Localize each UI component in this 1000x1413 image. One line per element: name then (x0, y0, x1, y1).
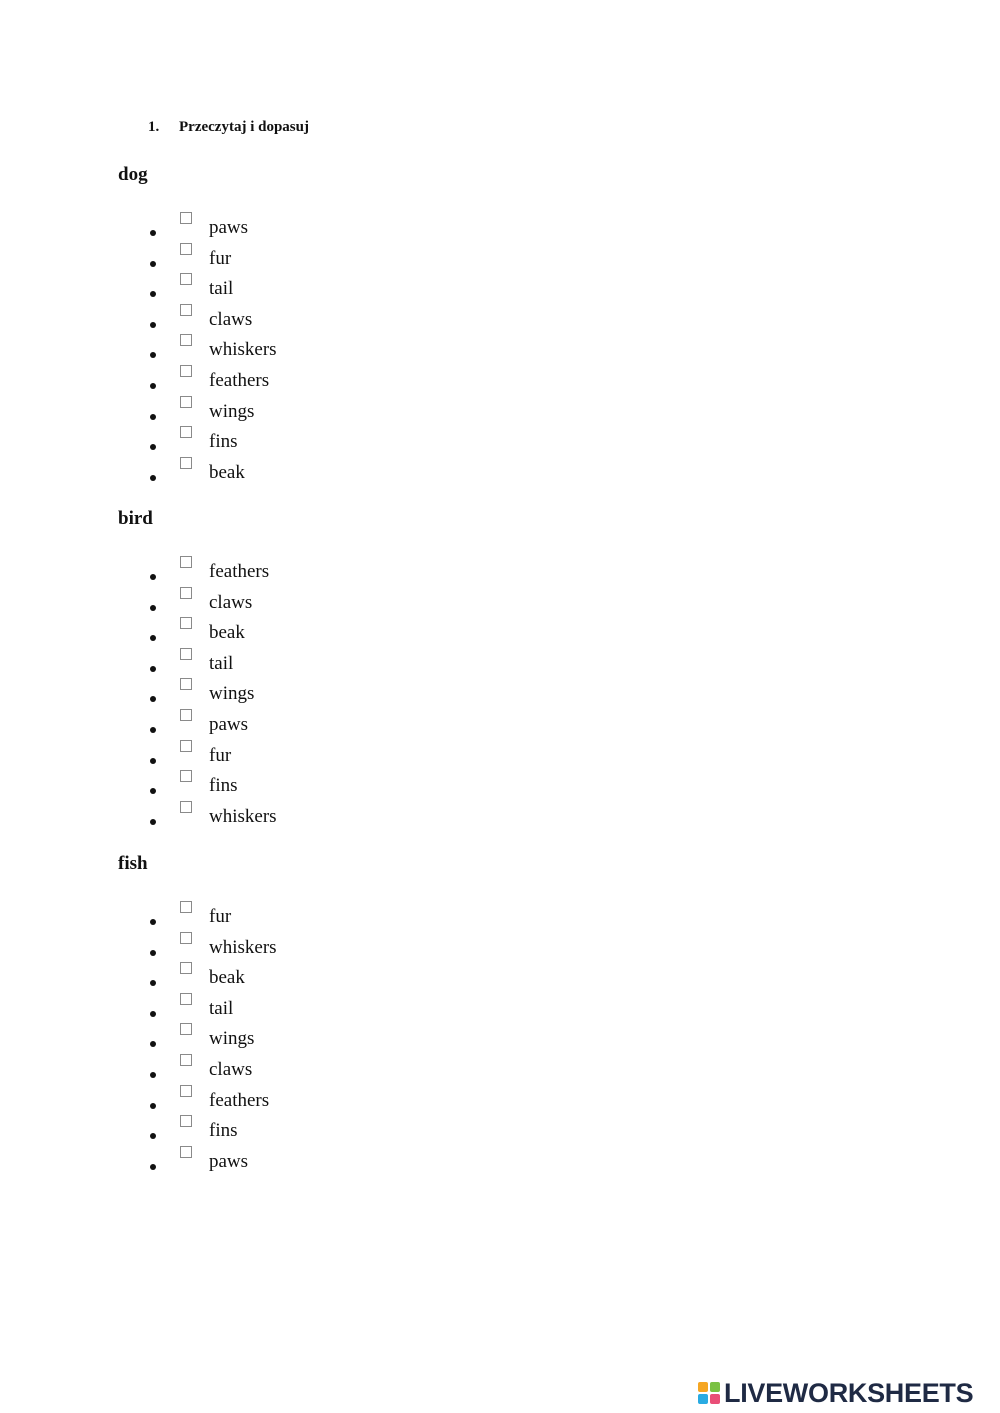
list-item (0, 370, 400, 401)
bullet-icon (150, 980, 156, 986)
option-label: fur (209, 744, 232, 766)
checkbox[interactable] (180, 740, 192, 752)
option-list-bird (0, 561, 400, 836)
bullet-icon (150, 444, 156, 450)
list-item (0, 714, 400, 745)
checkbox[interactable] (180, 617, 192, 629)
section-title-fish: fish (118, 853, 148, 874)
list-item (0, 401, 400, 432)
option-label: beak (209, 461, 245, 483)
option-label: feathers (209, 1089, 270, 1111)
bullet-icon (150, 291, 156, 297)
list-item (0, 339, 400, 370)
checkbox[interactable] (180, 587, 192, 599)
option-label: paws (209, 713, 249, 735)
bullet-icon (150, 1041, 156, 1047)
bullet-icon (150, 1133, 156, 1139)
checkbox[interactable] (180, 396, 192, 408)
section-title-bird: bird (118, 508, 153, 529)
option-label: beak (209, 967, 245, 989)
checkbox[interactable] (180, 304, 192, 316)
checkbox[interactable] (180, 801, 192, 813)
list-item (0, 906, 400, 937)
list-item (0, 1090, 400, 1121)
option-label: feathers (209, 369, 270, 391)
option-label: wings (209, 683, 255, 705)
bullet-icon (150, 1164, 156, 1170)
checkbox[interactable] (180, 556, 192, 568)
option-label: feathers (209, 561, 270, 582)
checkbox[interactable] (180, 901, 192, 913)
bullet-icon (150, 635, 156, 641)
checkbox[interactable] (180, 1115, 192, 1127)
list-item (0, 937, 400, 968)
checkbox[interactable] (180, 1146, 192, 1158)
list-item (0, 1151, 400, 1182)
option-label: fur (209, 906, 232, 927)
checkbox[interactable] (180, 243, 192, 255)
checkbox[interactable] (180, 273, 192, 285)
list-item (0, 462, 400, 493)
checkbox[interactable] (180, 678, 192, 690)
bullet-icon (150, 727, 156, 733)
list-item (0, 1059, 400, 1090)
bullet-icon (150, 574, 156, 580)
bullet-icon (150, 414, 156, 420)
option-label: whiskers (209, 339, 277, 361)
option-label: claws (209, 1058, 253, 1080)
logo-square-3 (698, 1394, 708, 1404)
bullet-icon (150, 950, 156, 956)
checkbox[interactable] (180, 709, 192, 721)
bullet-icon (150, 1072, 156, 1078)
list-item (0, 1120, 400, 1151)
list-item (0, 745, 400, 776)
option-label: paws (209, 1150, 249, 1172)
list-item (0, 806, 400, 837)
list-item (0, 622, 400, 653)
list-item (0, 309, 400, 340)
checkbox[interactable] (180, 648, 192, 660)
list-item (0, 561, 400, 592)
section-title-dog: dog (118, 164, 148, 185)
option-label: whiskers (209, 936, 277, 958)
logo-square-2 (710, 1382, 720, 1392)
bullet-icon (150, 696, 156, 702)
logo-square-1 (698, 1382, 708, 1392)
logo-square-4 (710, 1394, 720, 1404)
checkbox[interactable] (180, 334, 192, 346)
checkbox[interactable] (180, 426, 192, 438)
list-item (0, 217, 400, 248)
bullet-icon (150, 788, 156, 794)
option-label: fur (209, 247, 232, 269)
list-item (0, 683, 400, 714)
bullet-icon (150, 322, 156, 328)
option-label: claws (209, 308, 253, 330)
brand-name: LIVEWORKSHEETS (724, 1377, 974, 1408)
bullet-icon (150, 230, 156, 236)
list-item (0, 278, 400, 309)
option-label: fins (209, 1120, 238, 1142)
list-item (0, 967, 400, 998)
option-label: tail (209, 997, 234, 1019)
checkbox[interactable] (180, 212, 192, 224)
option-label: wings (209, 400, 255, 422)
liveworksheets-logo-icon (698, 1382, 720, 1404)
option-label: fins (209, 431, 238, 453)
list-item (0, 653, 400, 684)
option-list-fish (0, 906, 400, 1181)
checkbox[interactable] (180, 1085, 192, 1097)
checkbox[interactable] (180, 1054, 192, 1066)
checkbox[interactable] (180, 365, 192, 377)
checkbox[interactable] (180, 457, 192, 469)
option-label: whiskers (209, 805, 277, 827)
bullet-icon (150, 819, 156, 825)
checkbox[interactable] (180, 932, 192, 944)
instruction (148, 119, 309, 136)
checkbox[interactable] (180, 993, 192, 1005)
bullet-icon (150, 666, 156, 672)
option-label: fins (209, 775, 238, 797)
bullet-icon (150, 261, 156, 267)
list-item (0, 1028, 400, 1059)
bullet-icon (150, 919, 156, 925)
option-label: wings (209, 1028, 255, 1050)
option-label: beak (209, 622, 245, 644)
list-item (0, 248, 400, 279)
bullet-icon (150, 383, 156, 389)
bullet-icon (150, 475, 156, 481)
option-label: tail (209, 652, 234, 674)
option-label: tail (209, 278, 234, 300)
instruction-number: 1. (148, 119, 160, 135)
list-item (0, 775, 400, 806)
checkbox[interactable] (180, 1023, 192, 1035)
bullet-icon (150, 352, 156, 358)
instruction-text: Przeczytaj i dopasuj (179, 119, 309, 135)
option-label: claws (209, 591, 253, 613)
bullet-icon (150, 605, 156, 611)
bullet-icon (150, 1103, 156, 1109)
list-item (0, 431, 400, 462)
checkbox[interactable] (180, 770, 192, 782)
option-list-dog (0, 217, 400, 492)
list-item (0, 592, 400, 623)
checkbox[interactable] (180, 962, 192, 974)
bullet-icon (150, 1011, 156, 1017)
list-item (0, 998, 400, 1029)
option-label: paws (209, 217, 249, 238)
bullet-icon (150, 758, 156, 764)
brand-footer (698, 1378, 973, 1408)
